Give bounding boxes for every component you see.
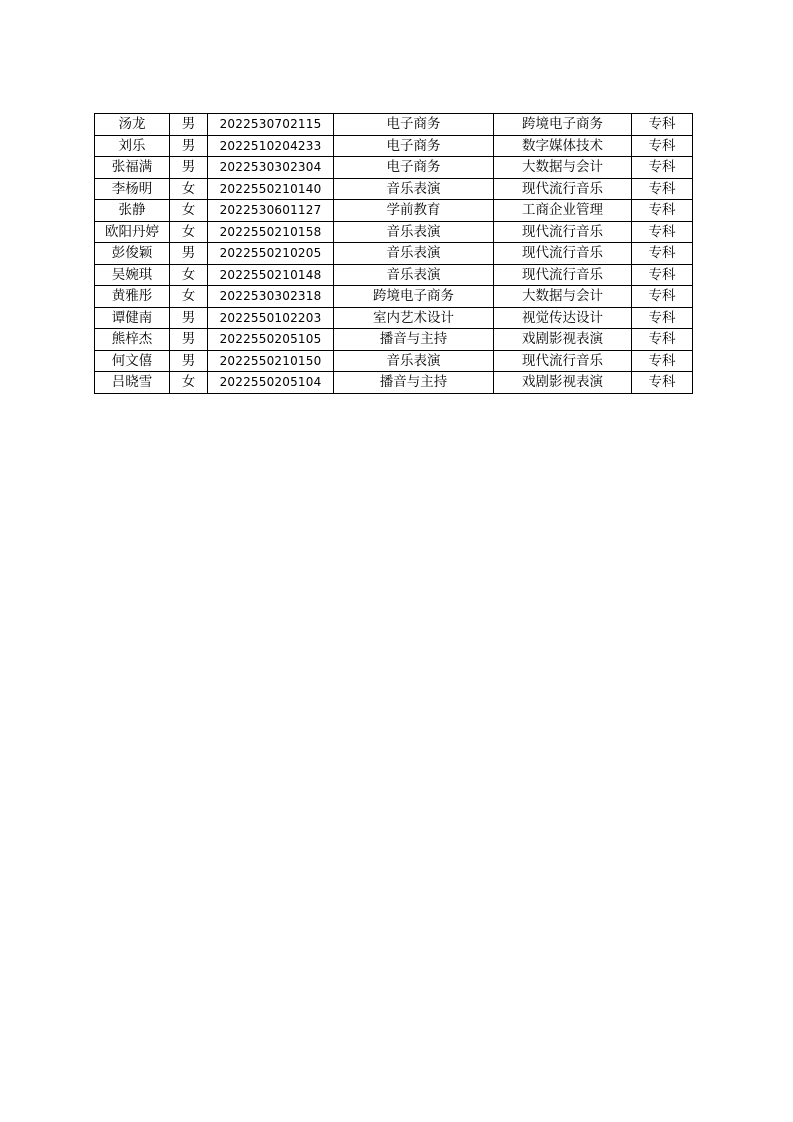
cell-gender: 女 [170,286,208,308]
cell-student-id: 2022530302318 [208,286,334,308]
cell-level: 专科 [632,243,693,265]
cell-name: 吕晓雪 [95,372,170,394]
cell-student-id: 2022550205105 [208,329,334,351]
cell-name: 李杨明 [95,178,170,200]
cell-direction: 跨境电子商务 [494,114,632,136]
cell-student-id: 2022550205104 [208,372,334,394]
cell-student-id: 2022550102203 [208,307,334,329]
cell-level: 专科 [632,264,693,286]
cell-major: 音乐表演 [334,178,494,200]
table-row [95,135,693,157]
cell-direction: 现代流行音乐 [494,350,632,372]
cell-name: 刘乐 [95,135,170,157]
cell-gender: 男 [170,157,208,179]
cell-direction: 戏剧影视表演 [494,329,632,351]
cell-direction: 大数据与会计 [494,286,632,308]
cell-level: 专科 [632,114,693,136]
cell-name: 谭健南 [95,307,170,329]
table-row [95,350,693,372]
cell-direction: 视觉传达设计 [494,307,632,329]
table-row [95,307,693,329]
cell-major: 电子商务 [334,135,494,157]
cell-major: 学前教育 [334,200,494,222]
cell-gender: 男 [170,307,208,329]
cell-direction: 现代流行音乐 [494,243,632,265]
cell-student-id: 2022530601127 [208,200,334,222]
student-roster-table [94,113,693,394]
cell-name: 彭俊颖 [95,243,170,265]
table-row [95,221,693,243]
cell-direction: 戏剧影视表演 [494,372,632,394]
cell-major: 跨境电子商务 [334,286,494,308]
cell-major: 电子商务 [334,114,494,136]
cell-major: 音乐表演 [334,350,494,372]
cell-level: 专科 [632,157,693,179]
cell-major: 电子商务 [334,157,494,179]
cell-direction: 现代流行音乐 [494,178,632,200]
roster-body [95,114,693,394]
cell-name: 汤龙 [95,114,170,136]
cell-direction: 大数据与会计 [494,157,632,179]
cell-name: 张福满 [95,157,170,179]
cell-gender: 女 [170,178,208,200]
cell-student-id: 2022530702115 [208,114,334,136]
cell-major: 音乐表演 [334,243,494,265]
cell-major: 音乐表演 [334,264,494,286]
cell-major: 音乐表演 [334,221,494,243]
cell-major: 播音与主持 [334,372,494,394]
table-row [95,200,693,222]
cell-gender: 男 [170,350,208,372]
cell-student-id: 2022510204233 [208,135,334,157]
table-row [95,178,693,200]
cell-gender: 男 [170,243,208,265]
cell-level: 专科 [632,350,693,372]
cell-name: 吴婉琪 [95,264,170,286]
cell-level: 专科 [632,135,693,157]
cell-direction: 现代流行音乐 [494,264,632,286]
cell-gender: 女 [170,264,208,286]
cell-level: 专科 [632,178,693,200]
cell-direction: 现代流行音乐 [494,221,632,243]
table-row [95,329,693,351]
cell-student-id: 2022530302304 [208,157,334,179]
cell-gender: 男 [170,135,208,157]
cell-level: 专科 [632,307,693,329]
cell-name: 欧阳丹婷 [95,221,170,243]
cell-direction: 数字媒体技术 [494,135,632,157]
cell-gender: 女 [170,372,208,394]
cell-level: 专科 [632,200,693,222]
cell-student-id: 2022550210150 [208,350,334,372]
cell-name: 何文僖 [95,350,170,372]
table-row [95,372,693,394]
table-row [95,157,693,179]
cell-major: 播音与主持 [334,329,494,351]
cell-student-id: 2022550210140 [208,178,334,200]
cell-major: 室内艺术设计 [334,307,494,329]
cell-level: 专科 [632,372,693,394]
cell-gender: 女 [170,221,208,243]
cell-student-id: 2022550210205 [208,243,334,265]
cell-name: 黄雅彤 [95,286,170,308]
cell-direction: 工商企业管理 [494,200,632,222]
cell-level: 专科 [632,329,693,351]
table-row [95,264,693,286]
cell-level: 专科 [632,221,693,243]
cell-gender: 女 [170,200,208,222]
table-row [95,114,693,136]
cell-name: 张静 [95,200,170,222]
cell-gender: 男 [170,329,208,351]
cell-student-id: 2022550210148 [208,264,334,286]
table-row [95,286,693,308]
cell-gender: 男 [170,114,208,136]
cell-name: 熊梓杰 [95,329,170,351]
cell-student-id: 2022550210158 [208,221,334,243]
cell-level: 专科 [632,286,693,308]
table-row [95,243,693,265]
